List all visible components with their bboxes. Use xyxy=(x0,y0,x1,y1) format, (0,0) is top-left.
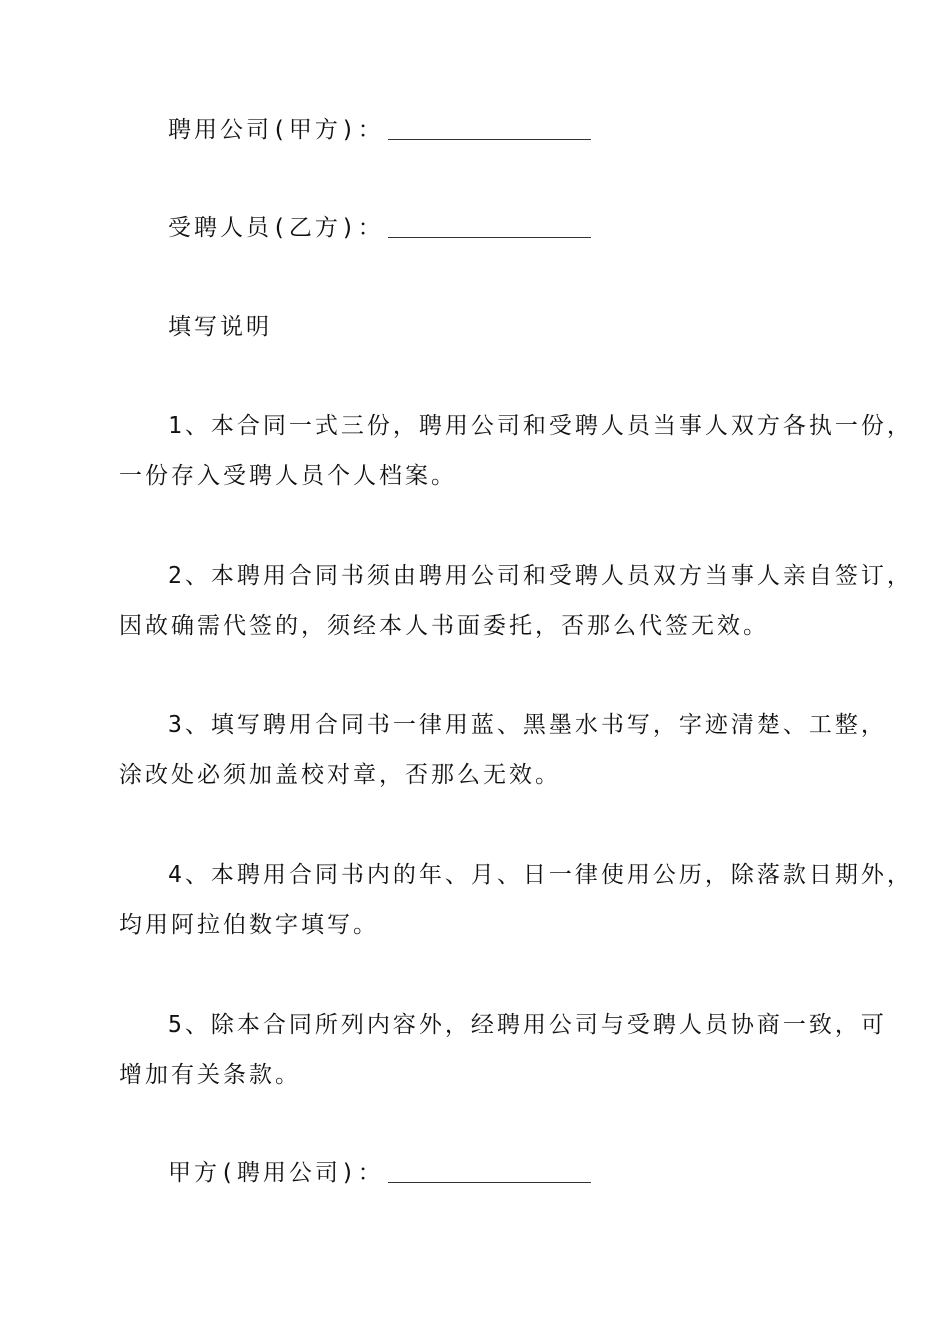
instruction-1-line-2: 一份存入受聘人员个人档案。 xyxy=(119,463,457,489)
instruction-3-line-2: 涂改处必须加盖校对章，否那么无效。 xyxy=(119,762,561,788)
employer-label: 聘用公司(甲方)： xyxy=(168,117,384,143)
instruction-2-line-1: 2、本聘用合同书须由聘用公司和受聘人员双方当事人亲自签订， xyxy=(168,563,913,589)
instruction-1-line-1: 1、本合同一式三份，聘用公司和受聘人员当事人双方各执一份， xyxy=(168,413,913,439)
instruction-4-line-1: 4、本聘用合同书内的年、月、日一律使用公历，除落款日期外， xyxy=(168,862,913,888)
party-a-label: 甲方(聘用公司)： xyxy=(168,1160,384,1186)
instruction-5-line-2: 增加有关条款。 xyxy=(119,1062,301,1088)
employee-blank-line xyxy=(388,236,591,238)
instruction-3-line-1: 3、填写聘用合同书一律用蓝、黑墨水书写，字迹清楚、工整， xyxy=(168,712,887,738)
party-a-signature-field xyxy=(168,1159,591,1187)
employer-field xyxy=(168,116,591,144)
instruction-5-line-1: 5、除本合同所列内容外，经聘用公司与受聘人员协商一致，可 xyxy=(168,1012,887,1038)
employee-field xyxy=(168,214,591,242)
employer-blank-line xyxy=(388,138,591,140)
party-a-blank-line xyxy=(388,1181,591,1183)
employee-label: 受聘人员(乙方)： xyxy=(168,215,384,241)
instruction-4-line-2: 均用阿拉伯数字填写。 xyxy=(119,912,379,938)
instructions-heading: 填写说明 xyxy=(168,314,272,340)
instruction-2-line-2: 因故确需代签的，须经本人书面委托，否那么代签无效。 xyxy=(119,613,769,639)
